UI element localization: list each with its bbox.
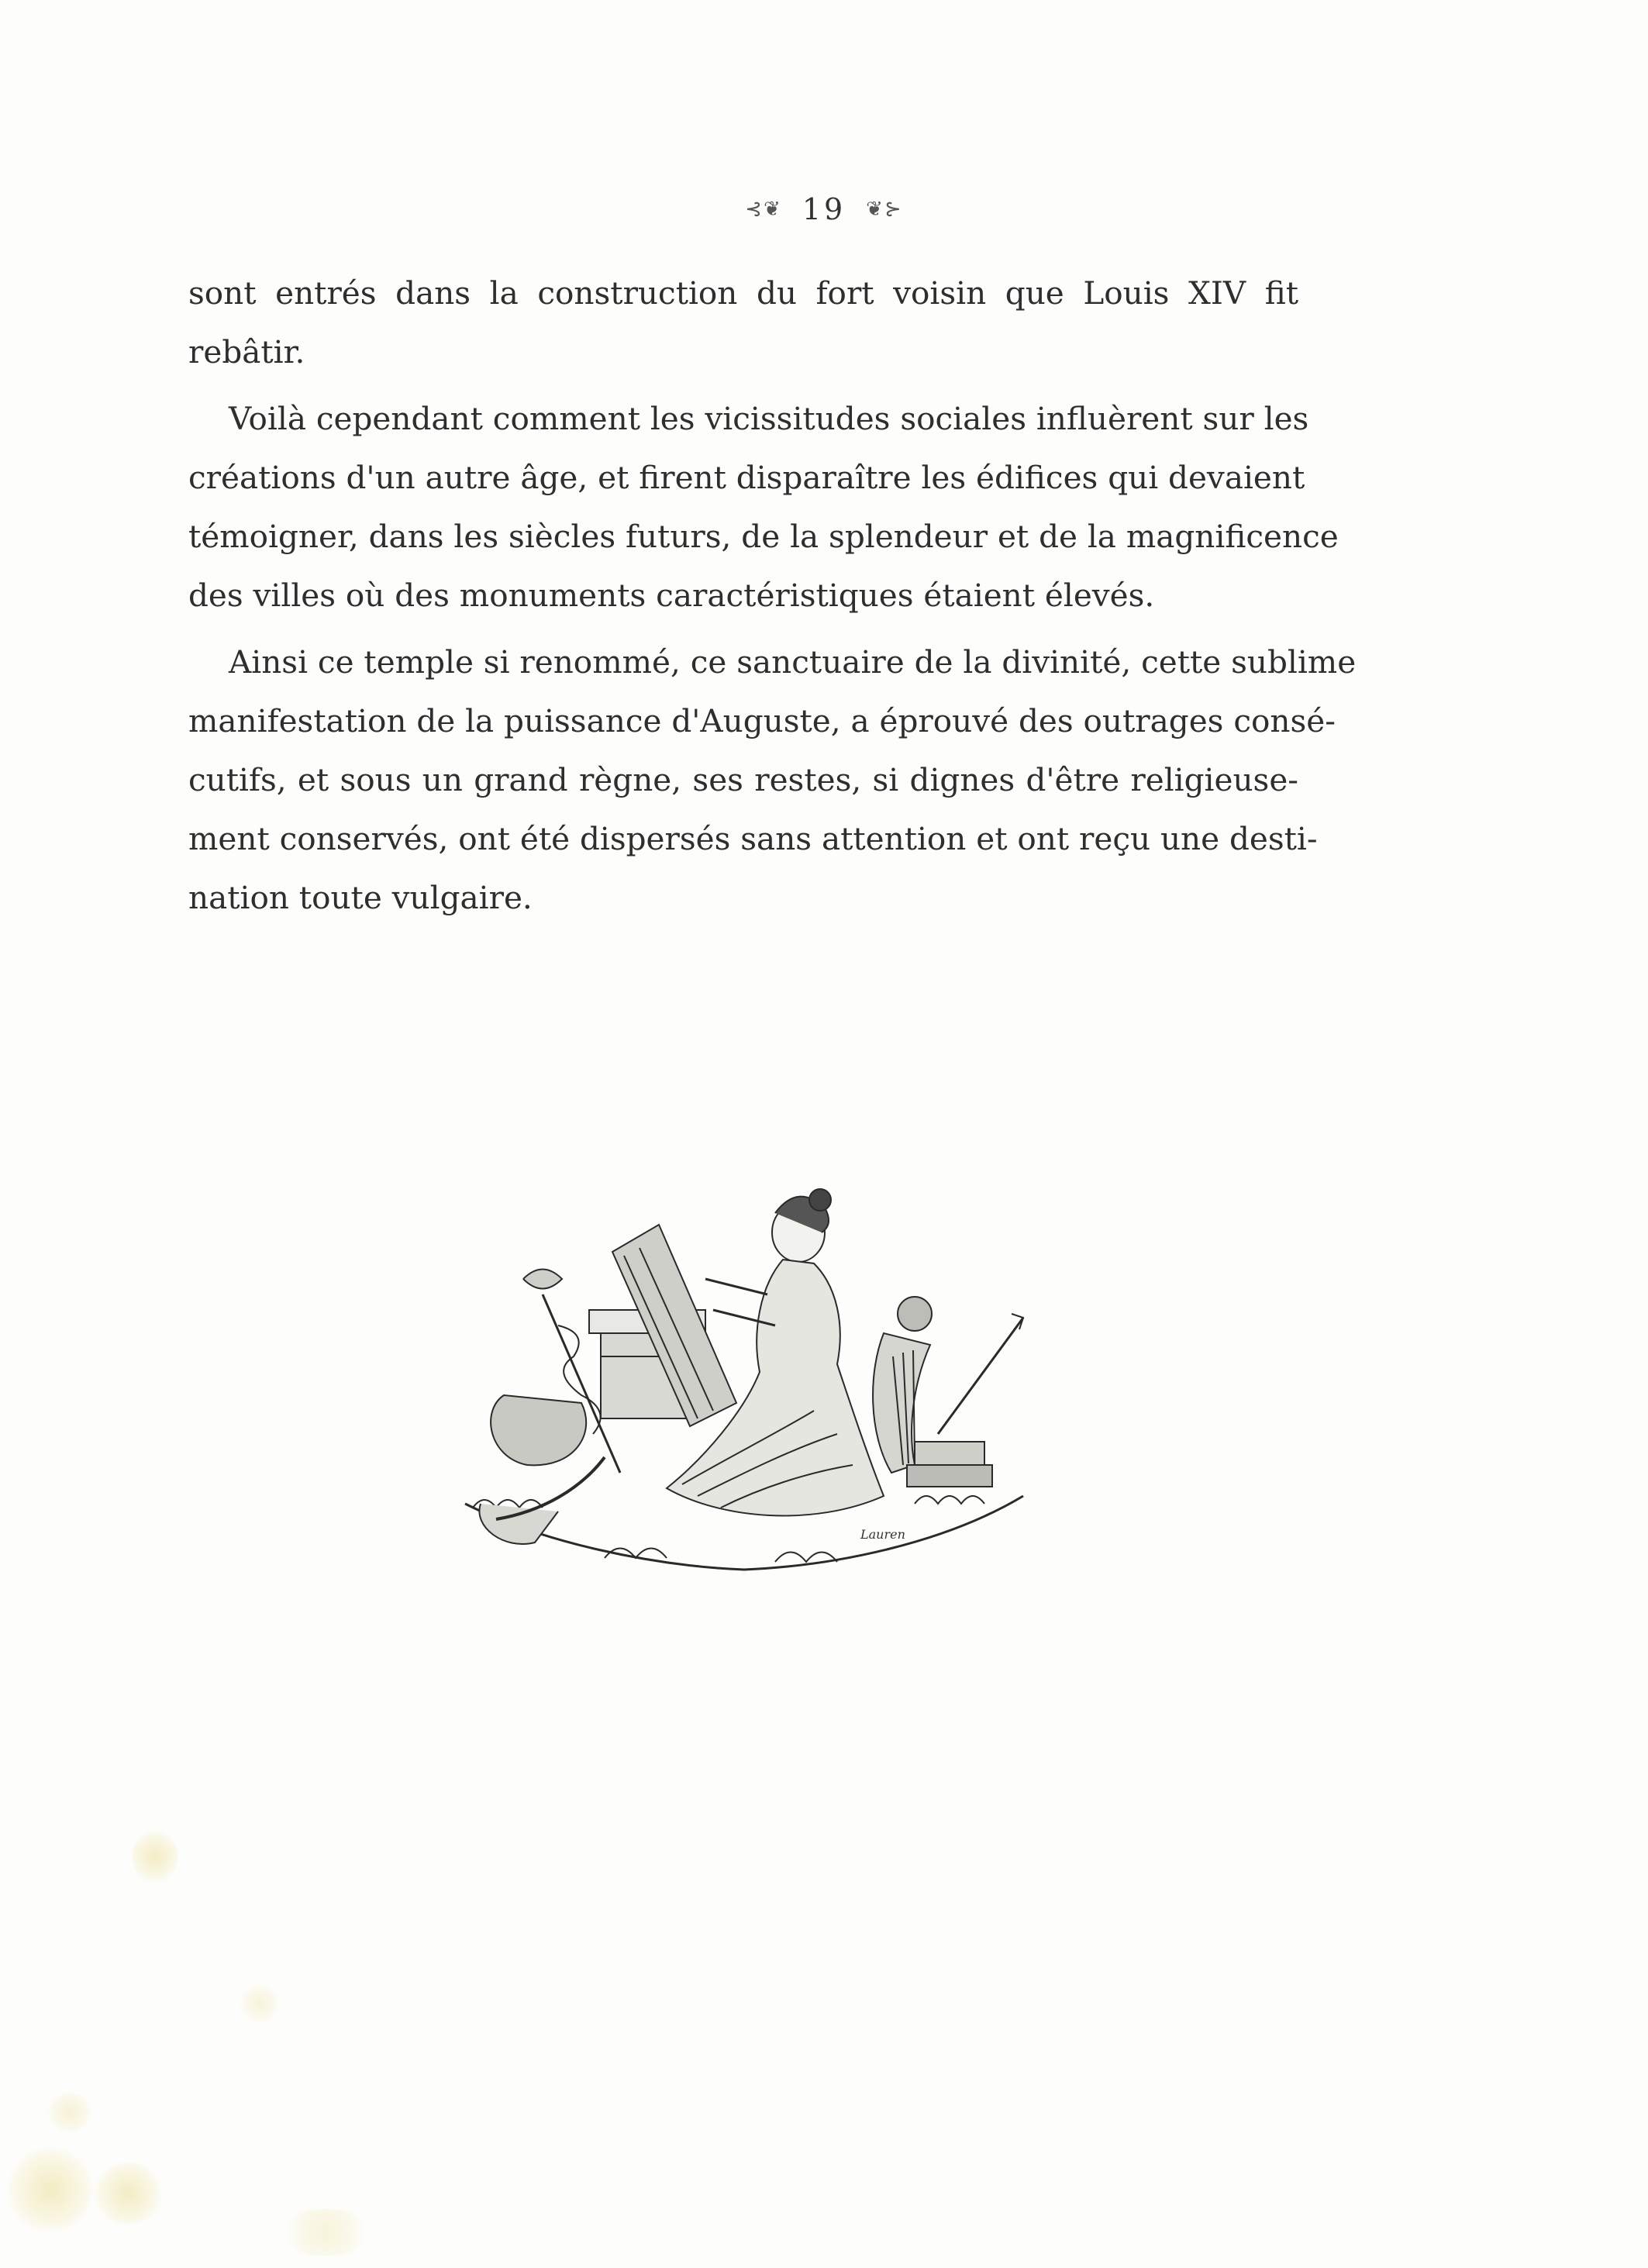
text-line: des villes où des monuments caractéristiques étaient élevés. [188, 577, 1155, 614]
vignette-engraving [450, 1178, 1039, 1581]
muse-with-lyre-vignette-icon [450, 1178, 1039, 1581]
text-line: rebâtir. [188, 333, 305, 371]
page-number: 19 [802, 192, 846, 226]
header-ornament-left-icon: ⊰❦ [745, 198, 782, 221]
paragraph-3 [188, 632, 1357, 927]
paragraph-2 [188, 389, 1339, 625]
text-line: ment conservés, ont été dispersés sans attention et ont reçu une desti- [188, 820, 1318, 857]
foxing-stain [93, 2163, 163, 2225]
text-line: manifestation de la puissance d'Auguste, a éprouvé des outrages consé- [188, 702, 1336, 739]
foxing-stain [240, 1984, 279, 2023]
engraver-signature: Lauren [860, 1527, 905, 1542]
foxing-stain [8, 2147, 93, 2232]
foxing-stain [47, 2093, 93, 2132]
header-ornament-right-icon: ❦⊱ [866, 198, 903, 221]
paragraph-1 [188, 264, 1298, 381]
body-text [188, 264, 1357, 935]
running-header [0, 192, 1648, 226]
text-line: témoigner, dans les siècles futurs, de la splendeur et de la magnificence [188, 518, 1339, 555]
text-line: sont entrés dans la construction du fort voisin que Louis XIV fit [188, 274, 1298, 312]
text-line: cutifs, et sous un grand règne, ses restes, si dignes d'être religieuse- [188, 761, 1298, 798]
foxing-stain [132, 1829, 178, 1884]
text-line: Ainsi ce temple si renommé, ce sanctuaire de la divinité, cette sublime [229, 643, 1357, 681]
text-line: Voilà cependant comment les vicissitudes sociales influèrent sur les [229, 400, 1309, 437]
foxing-stain [279, 2209, 372, 2256]
text-line: créations d'un autre âge, et firent disparaître les édifices qui devaient [188, 459, 1305, 496]
text-line: nation toute vulgaire. [188, 879, 533, 916]
